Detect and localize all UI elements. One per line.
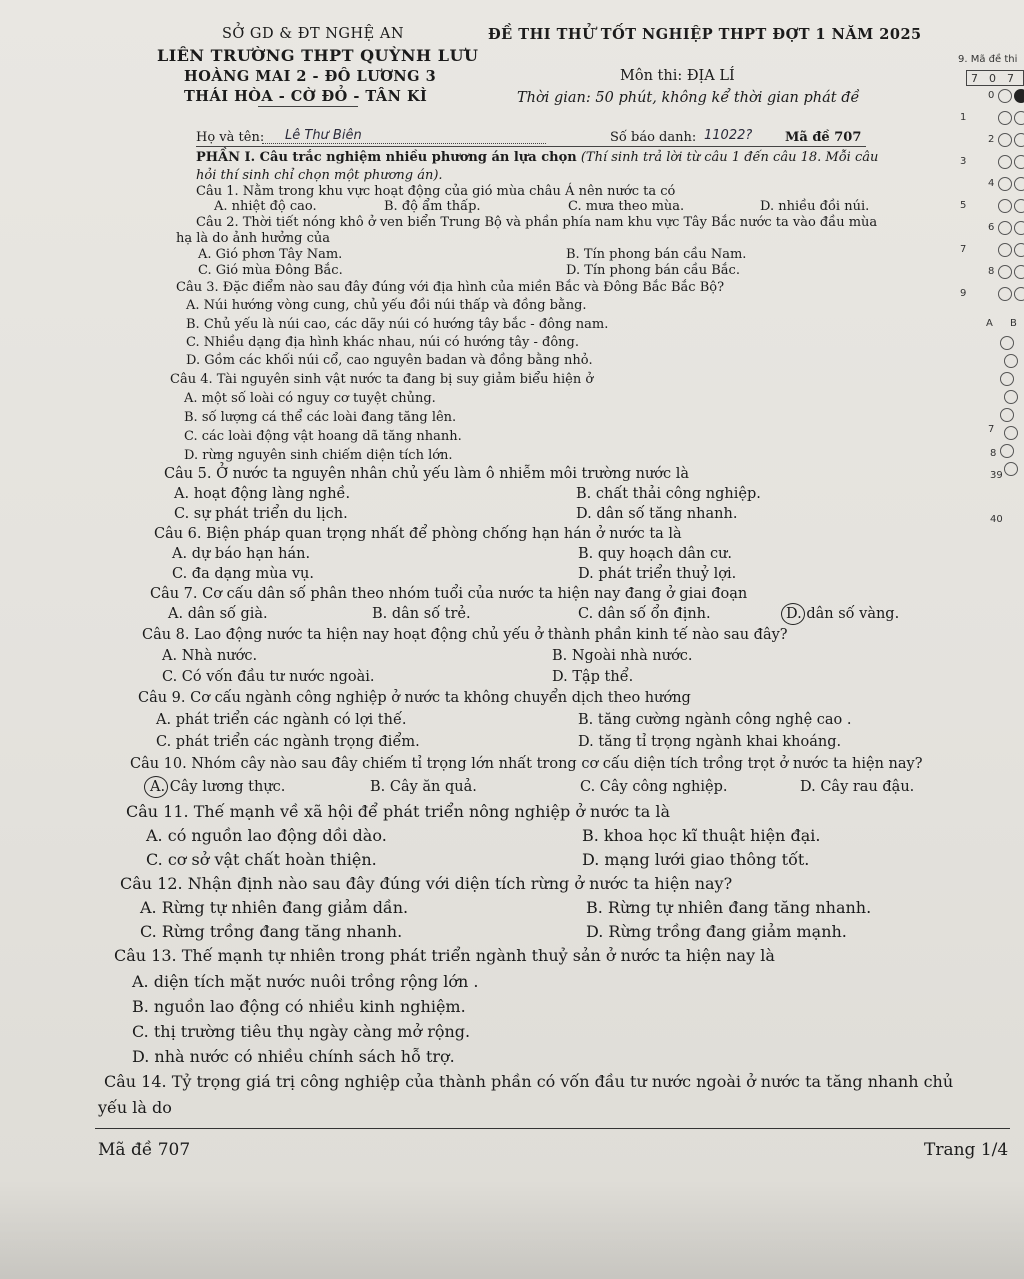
- answer-bubble[interactable]: [1014, 265, 1024, 279]
- answer-bubble[interactable]: [1000, 408, 1014, 422]
- name-label: Họ và tên:: [196, 130, 265, 145]
- answer-bubble[interactable]: [1000, 372, 1014, 386]
- header-school-line-3: THÁI HÒA - CỜ ĐỎ - TÂN KÌ: [184, 88, 428, 105]
- q11-opt-b: B. khoa học kĩ thuật hiện đại.: [582, 826, 821, 845]
- answer-bubble[interactable]: [1014, 89, 1024, 103]
- q1-opt-a: A. nhiệt độ cao.: [214, 199, 317, 214]
- q3-opt-d: D. Gồm các khối núi cổ, cao nguyên badan và đồng bằng nhỏ.: [186, 353, 593, 368]
- sheet-lower-num-4: 40: [990, 514, 1003, 525]
- q8-text: Câu 8. Lao động nước ta hiện nay hoạt động chủ yếu ở thành phần kinh tế nào sau đây?: [142, 627, 788, 643]
- answer-bubble[interactable]: [998, 111, 1012, 125]
- q13-opt-a: A. diện tích mặt nước nuôi trồng rộng lớn .: [132, 972, 479, 991]
- q9-text: Câu 9. Cơ cấu ngành công nghiệp ở nước ta không chuyển dịch theo hướng: [138, 690, 691, 706]
- q2-opt-d: D. Tín phong bán cầu Bắc.: [566, 263, 740, 278]
- answer-bubble[interactable]: [1014, 133, 1024, 147]
- q9-opt-a: A. phát triển các ngành có lợi thế.: [156, 712, 407, 728]
- q10-opt-a: A. Cây lương thực.: [150, 779, 286, 795]
- q2-opt-c: C. Gió mùa Đông Bắc.: [198, 263, 343, 278]
- part1-note: (Thí sinh trả lời từ câu 1 đến câu 18. Mỗi câu hỏi thí sinh chỉ chọn một phương án).: [196, 150, 879, 183]
- q10-opt-d: D. Cây rau đậu.: [800, 779, 915, 795]
- q13-opt-b: B. nguồn lao động có nhiều kinh nghiệm.: [132, 997, 466, 1016]
- q10-text: Câu 10. Nhóm cây nào sau đây chiếm tỉ trọng lớn nhất trong cơ cấu diện tích trồng trọt ở nước ta hiện nay?: [130, 756, 923, 772]
- answer-bubble[interactable]: [1004, 426, 1018, 440]
- q7-text: Câu 7. Cơ cấu dân số phân theo nhóm tuổi của nước ta hiện nay đang ở giai đoạn: [150, 586, 748, 602]
- sheet-row-number: 7: [960, 244, 967, 255]
- answer-bubble[interactable]: [1000, 444, 1014, 458]
- q4-opt-d: D. rừng nguyên sinh chiếm diện tích lớn.: [184, 448, 453, 463]
- sheet-lower-num-1: 7: [988, 424, 995, 435]
- answer-bubble[interactable]: [1014, 155, 1024, 169]
- q11-opt-d: D. mạng lưới giao thông tốt.: [582, 850, 810, 869]
- q1-text: Câu 1. Nằm trong khu vực hoạt động của gió mùa châu Á nên nước ta có: [196, 184, 676, 199]
- q12-opt-a: A. Rừng tự nhiên đang giảm dần.: [140, 898, 409, 917]
- q8-opt-d: D. Tập thể.: [552, 669, 634, 685]
- footer-rule: [95, 1128, 1010, 1129]
- sheet-code-digit-1: 7: [971, 72, 978, 85]
- q4-text: Câu 4. Tài nguyên sinh vật nước ta đang bị suy giảm biểu hiện ở: [170, 372, 594, 387]
- answer-bubble[interactable]: [998, 243, 1012, 257]
- sheet-row-number: 3: [960, 156, 967, 167]
- q1-opt-c: C. mưa theo mùa.: [568, 199, 685, 214]
- header-department: SỞ GD & ĐT NGHỆ AN: [222, 26, 405, 42]
- q9-opt-d: D. tăng tỉ trọng ngành khai khoáng.: [578, 734, 842, 750]
- q3-opt-b: B. Chủ yếu là núi cao, các dãy núi có hướng tây bắc - đông nam.: [186, 317, 609, 332]
- answer-sheet-strip: [930, 40, 1024, 560]
- q14-text-cont: yếu là do: [98, 1098, 172, 1117]
- q1-opt-d: D. nhiều đồi núi.: [760, 199, 870, 214]
- q5-opt-c: C. sự phát triển du lịch.: [174, 506, 348, 522]
- answer-bubble[interactable]: [998, 199, 1012, 213]
- sbd-label: Số báo danh:: [610, 130, 697, 145]
- part1-heading: PHẦN I. Câu trắc nghiệm nhiều phương án lựa chọn: [196, 150, 577, 165]
- q7-opt-a: A. dân số già.: [168, 606, 268, 622]
- answer-bubble[interactable]: [1000, 336, 1014, 350]
- sheet-lower-num-3: 39: [990, 470, 1003, 481]
- answer-bubble[interactable]: [1004, 462, 1018, 476]
- q11-opt-c: C. cơ sở vật chất hoàn thiện.: [146, 850, 377, 869]
- photo-shadow: [0, 1180, 1024, 1279]
- sheet-row-number: 2: [988, 134, 995, 145]
- answer-bubble[interactable]: [998, 287, 1012, 301]
- q5-text: Câu 5. Ở nước ta nguyên nhân chủ yếu làm ô nhiễm môi trường nước là: [164, 466, 690, 482]
- sheet-code-digit-3: 7: [1007, 72, 1014, 85]
- q10-opt-b: B. Cây ăn quả.: [370, 779, 477, 795]
- exam-code: Mã đề 707: [785, 130, 862, 145]
- q10-circled-answer: [144, 776, 168, 798]
- sheet-row-number: 8: [988, 266, 995, 277]
- q9-opt-c: C. phát triển các ngành trọng điểm.: [156, 734, 420, 750]
- q7-opt-b: B. dân số trẻ.: [372, 606, 471, 622]
- exam-subject: Môn thi: ĐỊA LÍ: [620, 68, 735, 84]
- answer-bubble[interactable]: [1014, 243, 1024, 257]
- answer-bubble[interactable]: [1014, 287, 1024, 301]
- q6-text: Câu 6. Biện pháp quan trọng nhất để phòng chống hạn hán ở nước ta là: [154, 526, 682, 542]
- q8-opt-a: A. Nhà nước.: [162, 648, 258, 664]
- q3-text: Câu 3. Đặc điểm nào sau đây đúng với địa hình của miền Bắc và Đông Bắc Bắc Bộ?: [176, 280, 725, 295]
- q6-opt-a: A. dự báo hạn hán.: [172, 546, 311, 562]
- q2-text: Câu 2. Thời tiết nóng khô ở ven biển Trung Bộ và phần phía nam khu vực Tây Bắc nước ta vào đầu mùa: [196, 215, 878, 230]
- q9-opt-b: B. tăng cường ngành công nghệ cao .: [578, 712, 852, 728]
- q7-opt-d: D. dân số vàng.: [786, 606, 900, 622]
- sheet-row-number: 1: [960, 112, 967, 123]
- sheet-row-number: 4: [988, 178, 995, 189]
- answer-bubble[interactable]: [998, 221, 1012, 235]
- sheet-lower-num-2: 8: [990, 448, 997, 459]
- q7-opt-c: C. dân số ổn định.: [578, 606, 711, 622]
- q7-circled-answer: [781, 603, 805, 625]
- footer-code: Mã đề 707: [98, 1140, 191, 1160]
- sheet-row-number: 5: [960, 200, 967, 211]
- q12-opt-b: B. Rừng tự nhiên đang tăng nhanh.: [586, 898, 872, 917]
- q11-opt-a: A. có nguồn lao động dồi dào.: [146, 826, 387, 845]
- q12-opt-d: D. Rừng trồng đang giảm mạnh.: [586, 922, 847, 941]
- q1-opt-b: B. độ ẩm thấp.: [384, 199, 481, 214]
- answer-bubble[interactable]: [998, 155, 1012, 169]
- name-dots: [262, 143, 546, 145]
- sheet-code-box: [966, 70, 1024, 86]
- name-value: Lê Thư Biên: [285, 128, 362, 143]
- answer-bubble[interactable]: [998, 133, 1012, 147]
- q2-text-cont: hạ là do ảnh hưởng của: [176, 231, 331, 246]
- q12-text: Câu 12. Nhận định nào sau đây đúng với diện tích rừng ở nước ta hiện nay?: [120, 874, 733, 893]
- q13-opt-d: D. nhà nước có nhiều chính sách hỗ trợ.: [132, 1047, 455, 1066]
- sheet-col-b: B: [1010, 318, 1017, 329]
- answer-bubble[interactable]: [1014, 221, 1024, 235]
- sheet-row-number: 6: [988, 222, 995, 233]
- info-rule: [196, 146, 866, 147]
- sheet-col-a: A: [986, 318, 993, 329]
- answer-bubble[interactable]: [998, 177, 1012, 191]
- sheet-row-number: 9: [960, 288, 967, 299]
- sheet-code-digit-2: 0: [989, 72, 996, 85]
- q10-opt-c: C. Cây công nghiệp.: [580, 779, 728, 795]
- q5-opt-d: D. dân số tăng nhanh.: [576, 506, 738, 522]
- header-underline: [258, 106, 358, 107]
- q2-opt-a: A. Gió phơn Tây Nam.: [198, 247, 343, 262]
- q4-opt-b: B. số lượng cá thể các loài đang tăng lên.: [184, 410, 457, 425]
- q2-opt-b: B. Tín phong bán cầu Nam.: [566, 247, 747, 262]
- q3-opt-c: C. Nhiều dạng địa hình khác nhau, núi có hướng tây - đông.: [186, 335, 579, 350]
- exam-title: ĐỀ THI THỬ TỐT NGHIỆP THPT ĐỢT 1 NĂM 2025: [488, 26, 922, 43]
- q13-text: Câu 13. Thế mạnh tự nhiên trong phát triển ngành thuỷ sản ở nước ta hiện nay là: [114, 946, 775, 965]
- q3-opt-a: A. Núi hướng vòng cung, chủ yếu đồi núi thấp và đồng bằng.: [186, 298, 587, 313]
- footer-page: Trang 1/4: [924, 1140, 1009, 1160]
- sheet-row-number: 0: [988, 90, 995, 101]
- sbd-value: 11022?: [704, 128, 753, 143]
- part1-heading-block: [196, 149, 896, 185]
- q6-opt-c: C. đa dạng mùa vụ.: [172, 566, 314, 582]
- answer-bubble[interactable]: [1004, 390, 1018, 404]
- q12-opt-c: C. Rừng trồng đang tăng nhanh.: [140, 922, 403, 941]
- q5-opt-a: A. hoạt động làng nghề.: [174, 486, 351, 502]
- exam-time: Thời gian: 50 phút, không kể thời gian phát đề: [517, 90, 860, 106]
- answer-bubble[interactable]: [1014, 177, 1024, 191]
- q4-opt-a: A. một số loài có nguy cơ tuyệt chủng.: [184, 391, 436, 406]
- q4-opt-c: C. các loài động vật hoang dã tăng nhanh.: [184, 429, 462, 444]
- q13-opt-c: C. thị trường tiêu thụ ngày càng mở rộng.: [132, 1022, 471, 1041]
- answer-bubble[interactable]: [1014, 111, 1024, 125]
- answer-bubble[interactable]: [1014, 199, 1024, 213]
- q8-opt-b: B. Ngoài nhà nước.: [552, 648, 693, 664]
- q8-opt-c: C. Có vốn đầu tư nước ngoài.: [162, 669, 375, 685]
- answer-bubble[interactable]: [1004, 354, 1018, 368]
- q11-text: Câu 11. Thế mạnh về xã hội để phát triển nông nghiệp ở nước ta là: [126, 802, 671, 821]
- answer-bubble[interactable]: [998, 265, 1012, 279]
- answer-bubble[interactable]: [998, 89, 1012, 103]
- header-school-line-2: HOÀNG MAI 2 - ĐÔ LƯƠNG 3: [184, 68, 437, 85]
- header-school-union: LIÊN TRƯỜNG THPT QUỲNH LƯU: [157, 46, 479, 65]
- q5-opt-b: B. chất thải công nghiệp.: [576, 486, 761, 502]
- q14-text: Câu 14. Tỷ trọng giá trị công nghiệp của thành phần có vốn đầu tư nước ngoài ở nước ta tăng nhanh chủ: [104, 1072, 954, 1091]
- sheet-code-label: 9. Mã đề thi: [958, 54, 1018, 65]
- q6-opt-b: B. quy hoạch dân cư.: [578, 546, 733, 562]
- q6-opt-d: D. phát triển thuỷ lợi.: [578, 566, 737, 582]
